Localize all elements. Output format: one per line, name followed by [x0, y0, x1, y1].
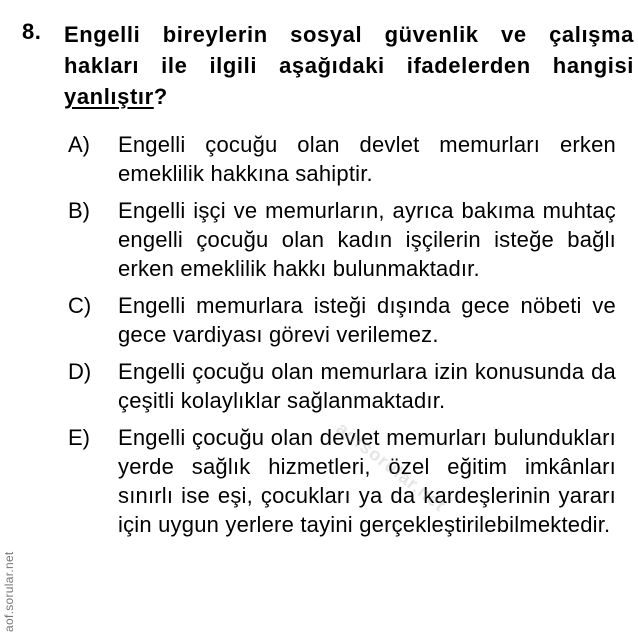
option-a-letter: A)	[68, 132, 90, 157]
option-e-letter: E)	[68, 425, 90, 450]
diagonal-watermark: aofsorular.net	[332, 418, 450, 516]
option-c-text: Engelli memurlara isteği dışında gece nöbeti ve gece vardiyası görevi verilemez.	[118, 293, 616, 347]
option-c-letter: C)	[68, 293, 92, 318]
option-a[interactable]	[68, 130, 616, 188]
question-stem-emphasis: yanlıştır	[64, 84, 154, 109]
question-stem-end: ?	[153, 84, 168, 109]
option-d-letter: D)	[68, 359, 92, 384]
options-list	[68, 130, 616, 547]
question-number: 8.	[22, 19, 42, 44]
option-e-text: Engelli çocuğu olan devlet memurları bulundukları yerde sağlık hizmetleri, özel eğitim imkânları sınırlı ise eşi, çocukları ya da kardeşlerinin yararı için uygun yerlere tayini gerçekleştirilebilmektedir.	[118, 425, 616, 537]
option-c[interactable]	[68, 291, 616, 349]
option-d-text: Engelli çocuğu olan memurlara izin konusunda da çeşitli kolaylıklar sağlanmaktadır.	[118, 359, 616, 413]
question-stem-text: Engelli bireylerin sosyal güvenlik ve çalışma hakları ile ilgili aşağıdaki ifadelerden hangisi	[64, 22, 634, 78]
option-b[interactable]	[68, 196, 616, 283]
question-stem	[64, 19, 634, 112]
option-b-letter: B)	[68, 198, 90, 223]
side-watermark: aof.sorular.net	[2, 551, 16, 632]
option-b-text: Engelli işçi ve memurların, ayrıca bakıma muhtaç engelli çocuğu olan kadın işçilerin isteğe bağlı erken emeklilik hakkı bulunmaktadır.	[118, 198, 616, 281]
option-d[interactable]	[68, 357, 616, 415]
option-a-text: Engelli çocuğu olan devlet memurları erken emeklilik hakkına sahiptir.	[118, 132, 616, 186]
